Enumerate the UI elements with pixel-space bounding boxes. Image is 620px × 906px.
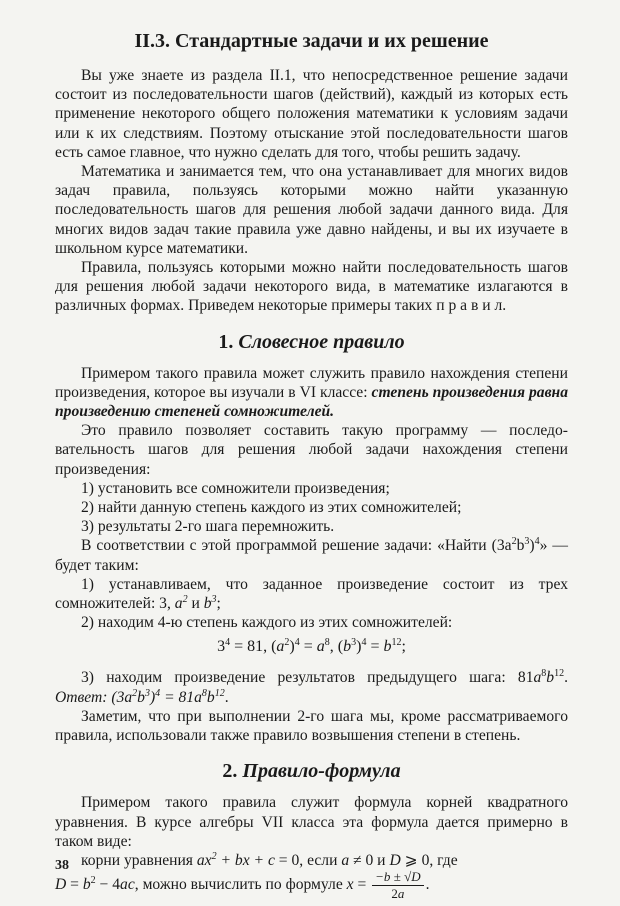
answer-expression: $(3a^2b^3)^4 = 81a^8b^{12}$ <box>111 687 225 706</box>
task-tail: — будет таким: <box>55 537 569 574</box>
section-1-paragraph-4: Заметим, что при выполнении 2-го шага мы, кроме рассматриваемого правила, использовали также правило возвышения степени в степень. <box>55 707 568 745</box>
task-expression: $(3a^2b^3)^4$» <box>491 536 548 555</box>
solution-step-2: 2) находим 4-ю степень каждого из этих сомножителей: <box>81 614 453 632</box>
powers-formula: $3^4 = 81$, $(a^2)^4 = a^8$, $(b^3)^4 = b^{12}$; <box>217 637 406 656</box>
condition-intro: , если <box>299 851 342 869</box>
factor-b3: $b^3$ <box>203 594 217 613</box>
formula-intro: , можно вычислить по формуле <box>134 876 347 894</box>
section-1-paragraph-1 <box>55 364 568 422</box>
solution-step-3: 3) находим произведение результатов предыдущего шага: $81a^8b^{12}$. Ответ: $(3a^2b^3)^4 = 81a^8b^{12}$. <box>55 668 568 706</box>
section-2-heading <box>55 758 568 784</box>
program-step-1: 1) установить все сомножители произведения; <box>81 479 390 497</box>
rule-intro: Примером такого правила может служить правило нахождения степени произведения, которое вы изучали в VI классе: <box>55 364 568 401</box>
section-1-title: Словесное правило <box>238 330 405 353</box>
section-2-paragraph-1: Примером такого правила служит формула корней квадратного уравнения. В курсе алгебры VII класса эта формула дается примерно в таком виде: <box>55 794 568 850</box>
answer-label: Ответ: <box>55 688 108 706</box>
quadratic-equation: $ax^2$ + bx + c <box>196 850 275 869</box>
factor-a2: $a^2$ <box>174 594 188 613</box>
intro-paragraph-3: Правила, пользуясь которыми можно найти последовательность шагов для решения любой задачи некоторого вида, в математике излагаются в различных формах. Приведем некоторые примеры таких п р а в и л. <box>55 259 568 315</box>
solution-step-3-text: 3) находим произведение результатов предыдущего шага: <box>81 669 518 687</box>
task-intro: В соответствии с этой программой решение задачи: «Найти <box>81 537 487 555</box>
program-step-2: 2) найти данную степень каждого из этих сомножителей; <box>81 499 462 517</box>
section-2-paragraph-3: $D = b^2 - 4ac$, можно вычислить по формуле x = $\frac{-b \pm √D}{2a}$ . <box>55 869 430 902</box>
section-2-title: Правило-формула <box>242 760 401 783</box>
discriminant-formula: D <box>55 876 67 894</box>
solution-step-1: 1) устанавливаем, что заданное произведение состоит из трех сомножителей: 3, $a^2$ и $b^3$; <box>55 575 568 613</box>
rule-statement: степень произведения равна произведению степеней сомножителей. <box>55 383 568 421</box>
solution-step-1-text: 1) устанавливаем, что заданное произведение состоит из трех сомножителей: 3, <box>55 575 568 613</box>
and-word-2: и <box>373 851 390 869</box>
page-title: II.3. Стандартные задачи и их решение <box>134 30 489 52</box>
section-1-paragraph-2: Это правило позволяет составить такую программу — последовательность шагов для решения любой задачи нахождения степени произведения: <box>55 422 568 478</box>
condition-d: D <box>389 851 401 869</box>
section-1-number: 1. <box>218 330 234 353</box>
intro-paragraph-1: Вы уже знаете из раздела II.1, что непосредственное решение задачи состоит из последовательности шагов (действий), каждый из которых есть применение некоторого общего положения математики к условиям задачи или к их следствиям. Поэтому отыскание этой последовательности шагов есть самое главное, что нужно сделать для того, чтобы решить задачу. <box>55 67 568 161</box>
condition-a: a <box>341 851 350 869</box>
equation-intro: корни уравнения <box>81 851 197 869</box>
program-step-3: 3) результаты 2-го шага перемножить. <box>81 518 335 536</box>
and-word: и <box>187 595 204 613</box>
roots-formula: $\frac{-b \pm √D}{2a}$ <box>372 870 423 901</box>
section-1-heading <box>55 329 568 355</box>
page-number: 38 <box>55 858 69 873</box>
intro-paragraph-2: Математика и занимается тем, что она устанавливает для многих видов задач правила, пользуясь которыми можно найти указанную последовательность шагов для решения любой задачи данного вида. Для многих видов задач такие правила уже давно найдены, и вы их изучаете в школьном курсе математики. <box>55 163 568 257</box>
where-word: , где <box>429 851 458 869</box>
section-1-paragraph-3 <box>55 536 568 574</box>
section-2-paragraph-2: корни уравнения $ax^2$ + bx + c = 0, если a ≠ 0 и D ⩾ 0, где <box>81 850 458 869</box>
section-2-number: 2. <box>222 760 238 783</box>
